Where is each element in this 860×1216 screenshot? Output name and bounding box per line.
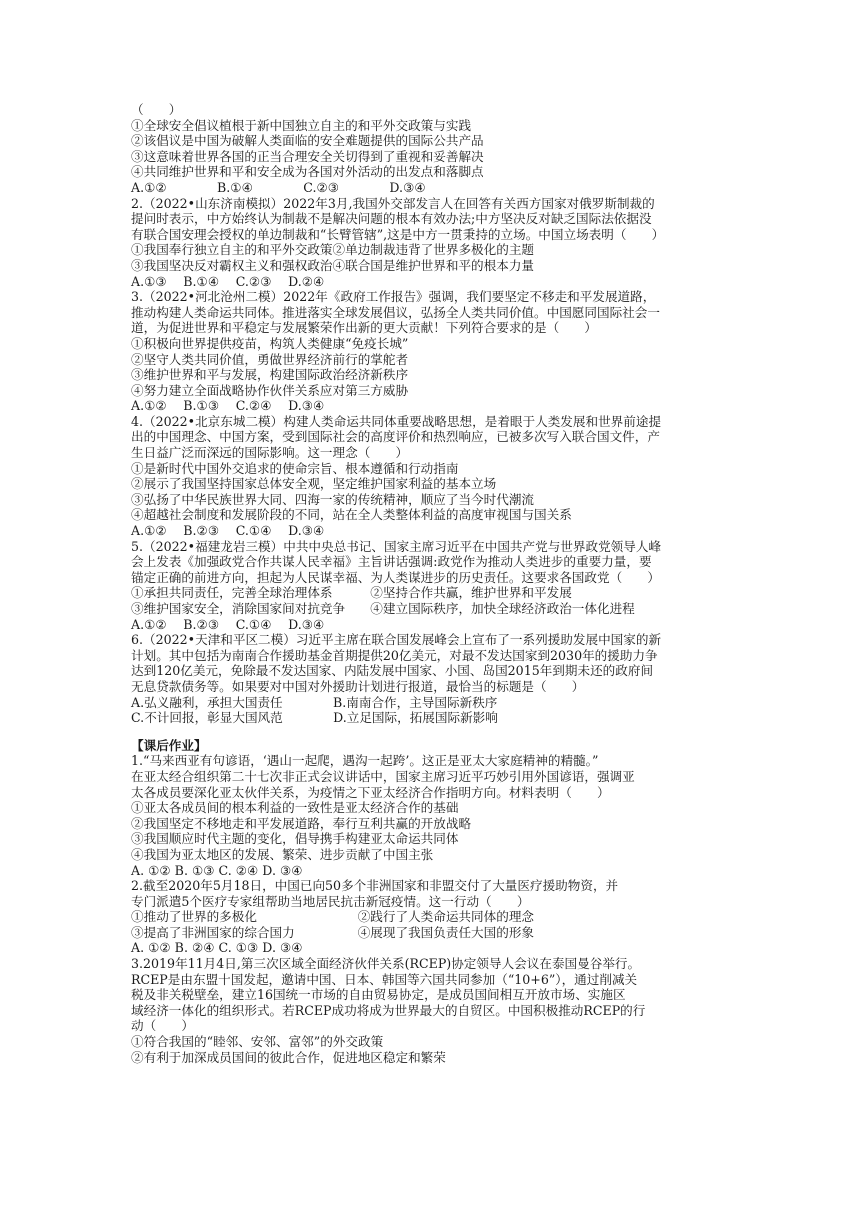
text-line: 有联合国安理会授权的单边制裁和“长臂管辖”,这是中方一贯秉持的立场。中国立场表明（ ） — [131, 226, 665, 242]
text-line: RCEP是由东盟十国发起，邀请中国、日本、韩国等六国共同参加（“10+6”），通过削减关 — [131, 971, 638, 987]
text-line: A. ①② B. ②④ C. ①③ D. ③④ — [131, 940, 303, 956]
text-line: 域经济一体化的组织形式。若RCEP成功将成为世界最大的自贸区。中国积极推动RCEP的行 — [131, 1002, 646, 1018]
text-line: ②我国坚定不移地走和平发展道路，奉行互利共赢的开放战略 — [131, 815, 472, 831]
text-line: A. ①② B. ①③ C. ②④ D. ③④ — [131, 862, 303, 878]
text-line: 生日益广泛而深远的国际影响。这一理念（ ） — [131, 445, 409, 461]
text-line: 道，为促进世界和平稳定与发展繁荣作出新的更大贡献！下列符合要求的是（ ） — [131, 320, 597, 336]
text-line: 出的中国理念、中国方案，受到国际社会的高度评价和热烈响应，已被多次写入联合国文件，产 — [131, 429, 660, 445]
text-line: 4.（2022•北京东城二模）构建人类命运共同体重要战略思想，是着眼于人类发展和世界前途提 — [131, 413, 662, 429]
text-line: 5.（2022•福建龙岩三模）中共中央总书记、国家主席习近平在中国共产党与世界政党领导人峰 — [131, 538, 662, 554]
text-line: ①积极向世界提供疫苗，构筑人类健康“免疫长城” — [131, 335, 409, 351]
text-line: ①亚太各成员间的根本利益的一致性是亚太经济合作的基础 — [131, 800, 459, 816]
document-content — [131, 102, 731, 1065]
text-line: A.①② B.②③ C.①④ D.③④ — [131, 616, 325, 632]
exercise-questions — [131, 102, 731, 726]
text-line: ②坚守人类共同价值，勇做世界经济前行的掌舵者 — [131, 351, 409, 367]
text-line: （ ） — [131, 102, 182, 117]
text-line: ①全球安全倡议植根于新中国独立自主的和平外交政策与实践 — [131, 117, 472, 133]
text-line: 计划。其中包括为南南合作援助基金首期提供20亿美元，对最不发达国家到2030年的援助力争 — [131, 647, 658, 663]
text-line: A.①③ B.①④ C.②③ D.②④ — [131, 273, 325, 289]
text-line: 动（ ） — [131, 1018, 194, 1034]
text-line: ②展示了我国坚持国家总体安全观，坚定维护国家利益的基本立场 — [131, 476, 497, 492]
text-line: A.①② B.②③ C.①④ D.③④ — [131, 523, 325, 539]
text-line: ③我国顺应时代主题的变化，倡导携手构建亚太命运共同体 — [131, 831, 459, 847]
text-line: ①推动了世界的多极化 ②践行了人类命运共同体的理念 — [131, 909, 534, 925]
text-line: A.弘义融利，承担大国责任 B.南南合作，主导国际新秩序 — [131, 694, 498, 710]
text-line: ③弘扬了中华民族世界大同、四海一家的传统精神，顺应了当今时代潮流 — [131, 491, 534, 507]
text-line: ②有利于加深成员国间的彼此合作，促进地区稳定和繁荣 — [131, 1049, 446, 1065]
text-line: ④努力建立全面战略协作伙伴关系应对第三方威胁 — [131, 382, 409, 398]
text-line: ③提高了非洲国家的综合国力 ④展现了我国负责任大国的形象 — [131, 924, 534, 940]
homework-questions — [131, 753, 731, 1065]
text-line: ④我国为亚太地区的发展、繁荣、进步贡献了中国主张 — [131, 846, 434, 862]
text-line: 2.截至2020年5月18日，中国已向50多个非洲国家和非盟交付了大量医疗援助物资，并 — [131, 878, 619, 894]
text-line: 在亚太经合组织第二十七次非正式会议讲话中，国家主席习近平巧妙引用外国谚语，强调亚 — [131, 768, 635, 784]
text-line: 提问时表示，中方始终认为制裁不是解决问题的根本有效办法;中方坚决反对缺乏国际法依据没 — [131, 211, 652, 227]
text-line: ③这意味着世界各国的正当合理安全关切得到了重视和妥善解决 — [131, 148, 484, 164]
text-line: ①我国奉行独立自主的和平外交政策②单边制裁违背了世界多极化的主题 — [131, 242, 534, 258]
text-line: 3.（2022•河北沧州二模）2022年《政府工作报告》强调，我们要坚定不移走和平发展道路， — [131, 289, 656, 305]
text-line: ④共同维护世界和平和安全成为各国对外活动的出发点和落脚点 — [131, 164, 484, 180]
text-line: ②该倡议是中国为破解人类面临的安全难题提供的国际公共产品 — [131, 133, 484, 149]
text-line: 3.2019年11月4日,第三次区域全面经济伙伴关系(RCEP)协定领导人会议在泰国曼谷举行。 — [131, 956, 641, 972]
text-line: 税及非关税壁垒，建立16国统一市场的自由贸易协定，是成员国间相互开放市场、实施区 — [131, 987, 626, 1003]
text-line: 会上发表《加强政党合作共谋人民幸福》主旨讲话强调:政党作为推动人类进步的重要力量，要 — [131, 554, 652, 570]
section-gap — [131, 726, 731, 738]
text-line: 锚定正确的前进方向，担起为人民谋幸福、为人类谋进步的历史责任。这要求各国政党（ ） — [131, 569, 660, 585]
text-line: C.不计回报，彰显大国风范 D.立足国际，拓展国际新影响 — [131, 710, 498, 726]
text-line: 专门派遣5个医疗专家组帮助当地居民抗击新冠疫情。这一行动（ ） — [131, 893, 530, 909]
text-line: 太各成员要深化亚太伙伴关系，为疫情之下亚太经济合作指明方向。材料表明（ ） — [131, 784, 610, 800]
text-line: A.①② B.①③ C.②④ D.③④ — [131, 398, 325, 414]
text-line: ①承担共同责任，完善全球治理体系 ②坚持合作共赢，维护世界和平发展 — [131, 585, 572, 601]
text-line: 1.“马来西亚有句谚语，‘遇山一起爬，遇沟一起跨’。这正是亚太大家庭精神的精髓。” — [131, 753, 599, 769]
text-line: ③我国坚决反对霸权主义和强权政治④联合国是维护世界和平的根本力量 — [131, 257, 534, 273]
text-line: 6.（2022•天津和平区二模）习近平主席在联合国发展峰会上宣布了一系列援助发展中国家的新 — [131, 632, 662, 648]
text-line: 达到120亿美元，免除最不发达国家、内陆发展中国家、小国、岛国2015年到期未还的政府间 — [131, 663, 654, 679]
text-line: ③维护国家安全，消除国家间对抗竞争 ④建立国际秩序，加快全球经济政治一体化进程 — [131, 601, 635, 616]
text-line: 无息贷款债务等。如果要对中国对外援助计划进行报道，最恰当的标题是（ ） — [131, 678, 585, 694]
text-line: ③维护世界和平与发展，构建国际政治经济新秩序 — [131, 367, 409, 383]
section-title-homework: 【课后作业】 — [131, 737, 207, 753]
text-line: A.①② B.①④ C.②③ D.③④ — [131, 179, 426, 195]
text-line: 推动构建人类命运共同体。推进落实全球发展倡议，弘扬全人类共同价值。中国愿同国际社会一 — [131, 304, 660, 320]
text-line: ④超越社会制度和发展阶段的不同，站在全人类整体利益的高度审视国与国关系 — [131, 507, 572, 523]
text-line: 2.（2022•山东济南模拟）2022年3月,我国外交部发言人在回答有关西方国家对俄罗斯制裁的 — [131, 195, 655, 211]
text-line: ①符合我国的“睦邻、安邻、富邻”的外交政策 — [131, 1034, 384, 1050]
text-line: ①是新时代中国外交追求的使命宗旨、根本遵循和行动指南 — [131, 460, 459, 476]
